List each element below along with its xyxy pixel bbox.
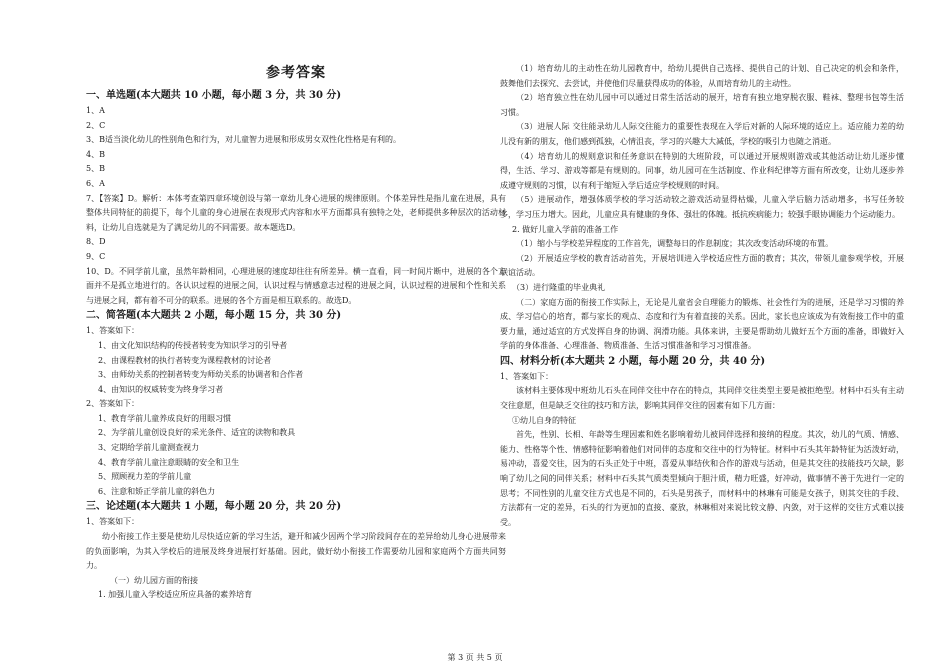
list-item: 4、由知识的权威转变为终身学习者 bbox=[98, 384, 224, 394]
answer-paragraph: （1）培育幼儿的主动性在幼儿园教育中，给幼儿提供自己选择、提供自己的计划、自己决定的机会和条件，鼓舞他们去探究、去尝试，并使他们尽量获得成功的体验，从而培育幼儿的主动性。 bbox=[500, 64, 904, 88]
list-item: 5、照顾视力差的学前儿童 bbox=[98, 472, 192, 482]
answer-paragraph: 幼小衔接工作主要是使幼儿尽快适应新的学习生活，避开和减少因两个学习阶段间存在的差异给幼儿身心进展带来的负面影响，为其入学校后的进展及终身进展打好基础。因此，做好幼小衔接工作需要幼儿园和家庭两个方面共同努力。 bbox=[86, 532, 506, 571]
answer-paragraph: （3）进展人际 交往能录幼儿人际交往能力的重要性表现在入学后对新的人际环境的适应上。适应能力差的幼儿没有新的朋友，他们感到孤独，心情沮丧，学习的兴趣大大减低，学校的吸引力也随之消逝。 bbox=[500, 122, 904, 146]
answer-line: 5、B bbox=[86, 164, 105, 174]
answer-line: 8、D bbox=[86, 237, 106, 247]
answer-line: 1、答案如下： bbox=[86, 517, 140, 527]
answer-line: 9、C bbox=[86, 251, 106, 261]
sub-heading: ①幼儿自身的特征 bbox=[512, 415, 576, 425]
list-item: 2、为学前儿童创设良好的采光条件、适宜的读物和教具 bbox=[98, 428, 296, 438]
list-item: 3、由师幼关系的控制者转变为师幼关系的协调者和合作者 bbox=[98, 370, 304, 380]
answer-line: 1、答案如下： bbox=[86, 326, 140, 336]
answer-paragraph: （5）进展动作，增强体质学校的学习活动较之游戏活动显得枯燥，儿童入学后脑力活动增多，书写任务较多，学习压力增大。因此，儿童应具有健康的身体、强壮的体魄。抵抗疾病能力；较强手眼协调能力个运动能力。 bbox=[500, 195, 904, 219]
section-4-heading: 四、材料分析(本大题共 2 小题，每小题 20 分，共 40 分) bbox=[500, 355, 766, 367]
list-item: 4、教育学前儿童注意眼睛的安全和卫生 bbox=[98, 457, 240, 467]
answer-line: 2、答案如下： bbox=[86, 399, 140, 409]
answer-line: 3、B适当淡化幼儿的性别角色和行为，对儿童智力进展和形成男女双性化性格是有利的。 bbox=[86, 135, 401, 145]
answer-paragraph: （二）家庭方面的衔接工作实际上，无论是儿童省会自理能力的锻炼、社会性行为的进展，还是学习习惯的养成、学习信心的培育，都与家长的观点、态度和行为有着直接的关系。因此，家长也应该成为有效衔接工作中的重要力量，通过适宜的方式发挥自身的协调、润滑功能。具体来讲，主要是帮助幼儿做好五个方面的准备，即做好入学前的身体准备、心理准备、物质准备、生活习惯准备和学习习惯准备。 bbox=[500, 297, 904, 351]
answer-line: 4、B bbox=[86, 149, 105, 159]
list-item: 1、教育学前儿童养成良好的用眼习惯 bbox=[98, 413, 232, 423]
answer-line: 1、A bbox=[86, 106, 105, 115]
section-1-heading: 一、单选题(本大题共 10 小题，每小题 3 分，共 30 分) bbox=[86, 90, 342, 101]
answer-line: 2、C bbox=[86, 120, 106, 130]
answer-paragraph: 10、D。不同学前儿童，虽然年龄相同，心理进展的速度却往往有所差异。横一直看，同一时间片断中，进展的各个方面并不是孤立地进行的。各认识过程的进展之间，认识过程与情感意志过程的进展之间，认识过程的进展和个性和关系与进展之间，都有着不可分的联系。进展的各个方面是相互联系的。故选D。 bbox=[86, 266, 506, 305]
answer-paragraph: 7、【答案】D。解析：本体考查第四章环境创设与第一章幼儿身心进展的规律原则。个体差异性是指儿童在进展，具有整体共同特征的前提下，每个儿童的身心进展在表现形式内容和水平方面都具有独特之处，老师提供多种层次的活动材料，让幼儿自选就是为了满足幼儿的不同需要。故本题选D。 bbox=[86, 193, 506, 232]
section-2-heading: 二、简答题(本大题共 2 小题，每小题 15 分，共 30 分) bbox=[86, 310, 342, 322]
right-column bbox=[500, 62, 904, 530]
answer-paragraph: 该材料主要体现中班幼儿石头在同伴交往中存在的特点，其同伴交往类型主要是被拒绝型。材料中石头有主动交往意愿，但是缺乏交往的技巧和方法，影响其同伴交往的因素有如下几方面： bbox=[500, 386, 904, 411]
sub-heading: 2. 做好儿童入学前的准备工作 bbox=[512, 224, 619, 234]
answer-paragraph: （2）开展适应学校的教育活动首先，开展培训进入学校适应性方面的教育；其次，带领儿童参观学校，开展联谊活动。 bbox=[500, 253, 904, 278]
answer-paragraph: （4）培育幼儿的规则意识和任务意识在特别的大班阶段，可以通过开展规则游戏或其他活动让幼儿逐步懂得，生活、学习、游戏等都是有规则的。同事，幼儿园可在生活制度、作业科纪律等方面有所改变，让幼儿逐步养成遵守规则的习惯，以有利于缩短入学后适应学校规则的时间。 bbox=[500, 151, 904, 190]
answer-paragraph: （2）培育独立性在幼儿园中可以通过日常生活活动的展开，培育有独立地穿脱衣服、鞋袜、整理书包等生活习惯。 bbox=[500, 93, 904, 117]
list-item: 2、由课程教材的执行者转变为课程教材的讨论者 bbox=[98, 355, 272, 365]
list-item: 1、由文化知识结构的传授者转变为知识学习的引导者 bbox=[98, 340, 288, 350]
document-title: 参考答案 bbox=[266, 65, 326, 81]
page-footer: 第 3 页 共 5 页 bbox=[447, 653, 503, 662]
list-item: 3、定期给学前儿童测查视力 bbox=[98, 443, 200, 453]
answer-paragraph: （1）缩小与学校差异程度的工作首先，调整每日的作息制度；其次改变活动环境的布置。 bbox=[516, 239, 834, 249]
section-3-heading: 三、论述题(本大题共 1 小题，每小题 20 分，共 20 分) bbox=[86, 501, 342, 513]
left-column bbox=[86, 62, 506, 603]
list-item: （3）进行隆重的毕业典礼 bbox=[512, 282, 606, 292]
answer-paragraph: 首先，性别、长相、年龄等生理因素和姓名影响着幼儿被同伴选择和接纳的程度。其次，幼儿的气质、情感、能力、性格等个性、情感特征影响着他们对同伴的态度和交往中的行为特征。材料中石头其年龄特征为活泼好动，易冲动，喜爱交往，因为的石头正处于中班，喜爱从事结伙和合作的游戏与活动，但是其交往的技能技巧欠缺，影响了幼儿之间的同伴关系；材料中石头其气质类型倾向于胆汁质，精力旺盛，好冲动，做事情不善于先进行一定的思考；不同性别的儿童交往方式也是不同的，石头是男孩子，而材料中的林琳有可能是女孩子，则其交往的手段、方法都有一定的差异，石头的行为更加的直接、豪放，林琳相对来说比较文静、内敛，对于这样的交往方式难以接受。 bbox=[500, 430, 904, 527]
answer-line: 6、A bbox=[86, 178, 105, 188]
sub-heading: （一）幼儿园方面的衔接 bbox=[110, 575, 198, 585]
list-item: 1. 加强儿童入学校适应所应具备的素养培育 bbox=[98, 590, 253, 600]
answer-line: 1、答案如下： bbox=[500, 371, 554, 381]
list-item: 6、注意和矫正学前儿童的斜色力 bbox=[98, 486, 216, 496]
